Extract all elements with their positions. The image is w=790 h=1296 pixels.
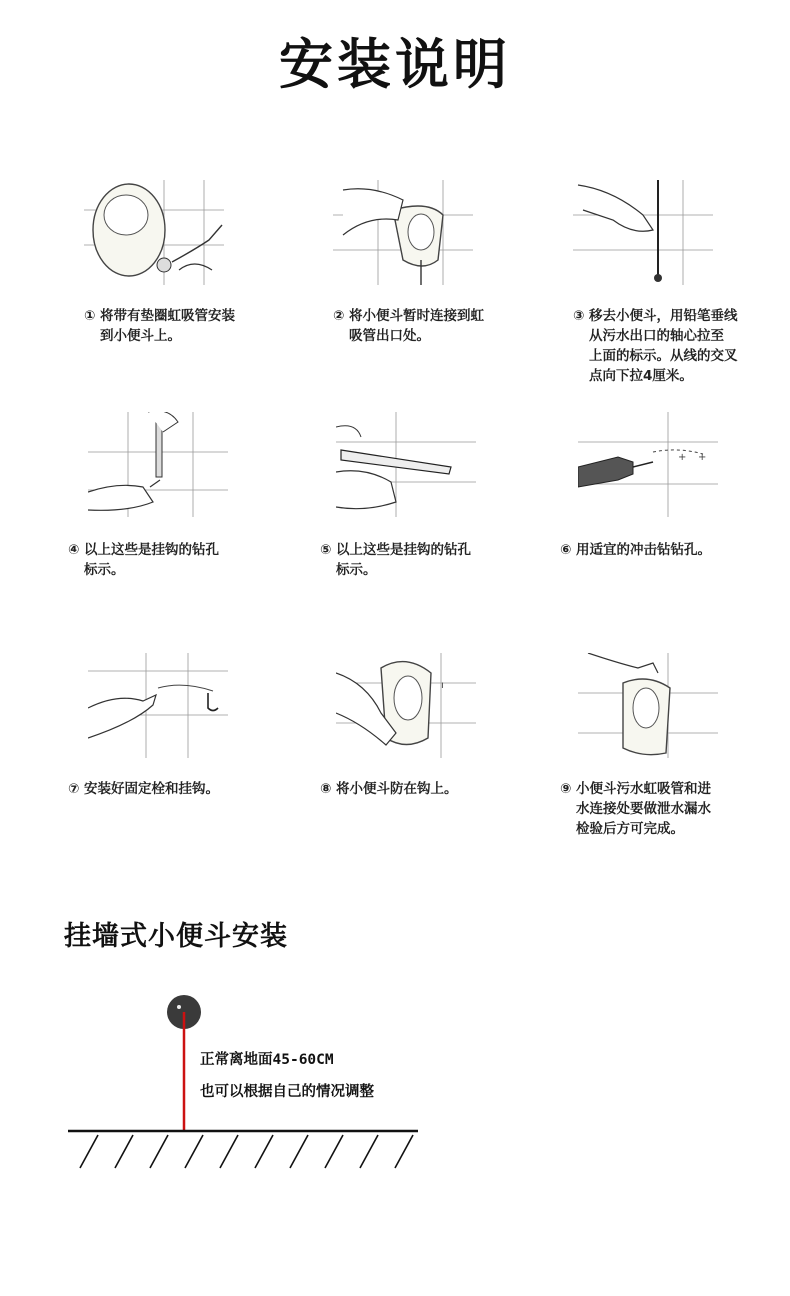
step-6-caption: ⑥ 用适宜的冲击钻钻孔。	[560, 542, 711, 558]
section-title: 挂墙式小便斗安装	[64, 921, 288, 952]
height-note-line1: 正常离地面45-60CM	[200, 1052, 334, 1068]
step-3-caption: ③ 移去小便斗，用铅笔垂线 从污水出口的轴心拉至 上面的标示。从线的交叉 点向下拉4厘米。	[573, 308, 738, 384]
svg-text:ı: ı	[441, 680, 444, 691]
page-title: 安装说明	[279, 33, 511, 96]
svg-text:+: +	[698, 452, 707, 463]
step-8-illustration	[336, 653, 476, 758]
step-1-caption: ① 将带有垫圈虹吸管安装 到小便斗上。	[84, 308, 235, 344]
step-2-illustration	[333, 180, 473, 285]
step-4-caption: ④ 以上这些是挂钩的钻孔 标示。	[68, 542, 219, 578]
step-6-illustration	[578, 412, 718, 517]
step-9-illustration	[578, 653, 718, 758]
step-3-illustration	[573, 180, 713, 285]
step-5-illustration	[336, 412, 476, 517]
step-8-caption: ⑧ 将小便斗防在钩上。	[320, 781, 458, 797]
step-7-caption: ⑦ 安装好固定栓和挂钩。	[68, 781, 219, 797]
step-4-illustration	[88, 412, 228, 517]
step-5-caption: ⑤ 以上这些是挂钩的钻孔 标示。	[320, 542, 471, 578]
step-1-illustration	[84, 180, 224, 285]
step-2-caption: ② 将小便斗暂时连接到虹 吸管出口处。	[333, 308, 484, 344]
svg-text:+: +	[678, 452, 687, 463]
step-9-caption: ⑨ 小便斗污水虹吸管和进 水连接处要做泄水漏水 检验后方可完成。	[560, 781, 711, 837]
step-7-illustration	[88, 653, 228, 758]
height-note-line2: 也可以根据自己的情况调整	[200, 1084, 374, 1100]
